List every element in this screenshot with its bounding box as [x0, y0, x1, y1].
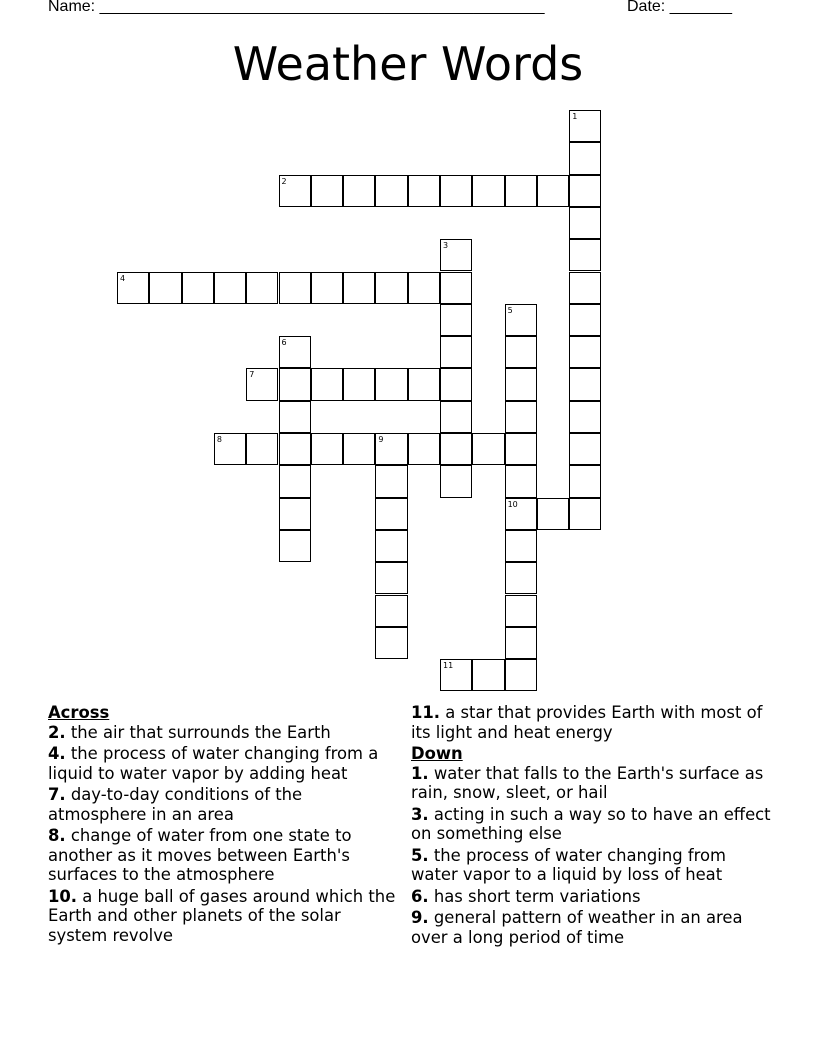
grid-cell[interactable]	[440, 433, 472, 465]
clue-text: acting in such a way so to have an effect on something else	[411, 804, 771, 843]
clue-num: 3.	[411, 804, 429, 824]
grid-cell[interactable]	[569, 465, 601, 497]
down-heading: Down	[411, 744, 463, 763]
grid-cell[interactable]	[279, 465, 311, 497]
grid-cell[interactable]	[440, 368, 472, 400]
clue-number: 5	[507, 305, 513, 315]
grid-cell[interactable]	[279, 530, 311, 562]
clue-item	[411, 908, 771, 947]
grid-cell[interactable]	[569, 207, 601, 239]
page-title: Weather Words	[232, 37, 584, 91]
grid-cell[interactable]	[279, 272, 311, 304]
clue-number: 1	[572, 112, 578, 121]
grid-cell[interactable]	[537, 175, 569, 207]
grid-cell[interactable]	[375, 627, 407, 659]
grid-cell[interactable]	[440, 659, 472, 691]
grid-cell[interactable]	[569, 336, 601, 368]
grid-cell[interactable]	[408, 433, 440, 465]
grid-cell[interactable]	[440, 272, 472, 304]
grid-cell[interactable]	[505, 368, 537, 400]
clue-num: 8.	[48, 826, 66, 845]
clue-number: 9	[378, 435, 384, 444]
clue-num: 6.	[411, 886, 429, 906]
clue-num: 11.	[411, 703, 441, 722]
clue-text: change of water from one state to another as it moves between Earth's surfaces to the atmosphere	[48, 826, 352, 884]
grid-cell[interactable]	[375, 175, 407, 207]
clue-text: day-to-day conditions of the atmosphere in an area	[48, 785, 303, 824]
grid-cell[interactable]	[569, 175, 601, 207]
clue-item	[411, 846, 771, 885]
grid-cell[interactable]	[375, 498, 407, 530]
clue-text: the process of water changing from water vapor to a liquid by loss of heat	[411, 845, 727, 884]
grid-cell[interactable]	[375, 595, 407, 627]
grid-cell[interactable]	[505, 595, 537, 627]
grid-cell[interactable]	[375, 562, 407, 594]
clue-text: a star that provides Earth with most of its light and heat energy	[411, 703, 763, 742]
grid-cell[interactable]	[505, 562, 537, 594]
clue-number: 11	[443, 661, 454, 671]
clue-text: the process of water changing from a liquid to water vapor by adding heat	[48, 744, 379, 783]
grid-cell[interactable]	[569, 498, 601, 530]
grid-cell[interactable]	[214, 433, 246, 465]
grid-cell[interactable]	[440, 336, 472, 368]
clue-number: 2	[281, 176, 287, 186]
grid-cell[interactable]	[505, 498, 537, 530]
across-heading: Across	[48, 703, 110, 722]
grid-cell[interactable]	[311, 272, 343, 304]
clue-item	[411, 805, 771, 844]
grid-cell[interactable]	[279, 175, 311, 207]
date-label: Date:	[627, 0, 670, 15]
grid-cell[interactable]	[440, 175, 472, 207]
grid-cell[interactable]	[408, 175, 440, 207]
grid-cell[interactable]	[279, 433, 311, 465]
grid-cell[interactable]	[472, 175, 504, 207]
clue-text: has short term variations	[428, 886, 641, 906]
clue-number: 10	[507, 499, 518, 509]
grid-cell[interactable]	[505, 401, 537, 433]
grid-cell[interactable]	[375, 368, 407, 400]
clue-item	[48, 785, 400, 824]
grid-cell[interactable]	[505, 627, 537, 659]
name-label: Name:	[48, 0, 100, 15]
grid-cell[interactable]	[311, 175, 343, 207]
grid-cell[interactable]	[440, 401, 472, 433]
clue-text: water that falls to the Earth's surface as rain, snow, sleet, or hail	[411, 763, 764, 802]
clue-item	[48, 723, 400, 743]
clue-item	[48, 826, 400, 885]
clue-item	[411, 764, 771, 803]
clue-number: 6	[281, 338, 287, 348]
grid-cell[interactable]	[472, 659, 504, 691]
grid-cell[interactable]	[246, 433, 278, 465]
grid-cell[interactable]	[505, 336, 537, 368]
grid-cell[interactable]	[279, 368, 311, 400]
grid-cell[interactable]	[246, 368, 278, 400]
grid-cell[interactable]	[149, 272, 181, 304]
clue-item	[411, 887, 771, 907]
grid-cell[interactable]	[214, 272, 246, 304]
grid-cell[interactable]	[505, 304, 537, 336]
grid-cell[interactable]	[117, 272, 149, 304]
grid-cell[interactable]	[311, 368, 343, 400]
clue-number: 4	[120, 273, 126, 283]
clue-number: 7	[249, 370, 255, 380]
grid-cell[interactable]	[375, 433, 407, 465]
grid-cell[interactable]	[343, 368, 375, 400]
grid-cell[interactable]	[311, 433, 343, 465]
clue-number: 8	[216, 435, 222, 444]
clue-item	[48, 887, 400, 946]
grid-cell[interactable]	[569, 272, 601, 304]
grid-cell[interactable]	[343, 272, 375, 304]
clue-num: 2.	[48, 722, 66, 742]
date-blank[interactable]: _______	[669, 0, 732, 15]
clue-text: general pattern of weather in an area over a long period of time	[411, 908, 743, 947]
grid-cell[interactable]	[375, 272, 407, 304]
clue-num: 10.	[48, 886, 78, 906]
grid-cell[interactable]	[440, 465, 472, 497]
clue-item	[411, 703, 771, 742]
grid-cell[interactable]	[182, 272, 214, 304]
grid-cell[interactable]	[569, 304, 601, 336]
clue-text: a huge ball of gases around which the Earth and other planets of the solar system revolve	[48, 886, 396, 945]
grid-cell[interactable]	[569, 239, 601, 271]
grid-cell[interactable]	[505, 530, 537, 562]
grid-cell[interactable]	[505, 433, 537, 465]
grid-cell[interactable]	[343, 433, 375, 465]
grid-cell[interactable]	[569, 401, 601, 433]
grid-cell[interactable]	[375, 465, 407, 497]
clue-num: 1.	[411, 763, 429, 783]
grid-cell[interactable]	[472, 433, 504, 465]
clue-num: 4.	[48, 744, 66, 763]
grid-cell[interactable]	[279, 336, 311, 368]
grid-cell[interactable]	[246, 272, 278, 304]
grid-cell[interactable]	[440, 239, 472, 271]
grid-cell[interactable]	[279, 498, 311, 530]
grid-cell[interactable]	[343, 175, 375, 207]
clue-number: 3	[443, 241, 449, 251]
grid-cell[interactable]	[408, 368, 440, 400]
grid-cell[interactable]	[569, 433, 601, 465]
grid-cell[interactable]	[505, 659, 537, 691]
down-column	[411, 703, 771, 949]
grid-cell[interactable]	[537, 498, 569, 530]
grid-cell[interactable]	[505, 465, 537, 497]
name-blank[interactable]: __________________________________________________	[99, 0, 545, 15]
grid-cell[interactable]	[569, 142, 601, 174]
grid-cell[interactable]	[440, 304, 472, 336]
across-clues	[48, 703, 400, 947]
clue-num: 5.	[411, 845, 429, 865]
grid-cell[interactable]	[569, 110, 601, 142]
clue-text: the air that surrounds the Earth	[65, 722, 331, 742]
clue-num: 9.	[411, 908, 429, 927]
grid-cell[interactable]	[279, 401, 311, 433]
clue-item	[48, 744, 400, 783]
grid-cell[interactable]	[408, 272, 440, 304]
clue-num: 7.	[48, 785, 66, 804]
grid-cell[interactable]	[375, 530, 407, 562]
grid-cell[interactable]	[569, 368, 601, 400]
grid-cell[interactable]	[505, 175, 537, 207]
